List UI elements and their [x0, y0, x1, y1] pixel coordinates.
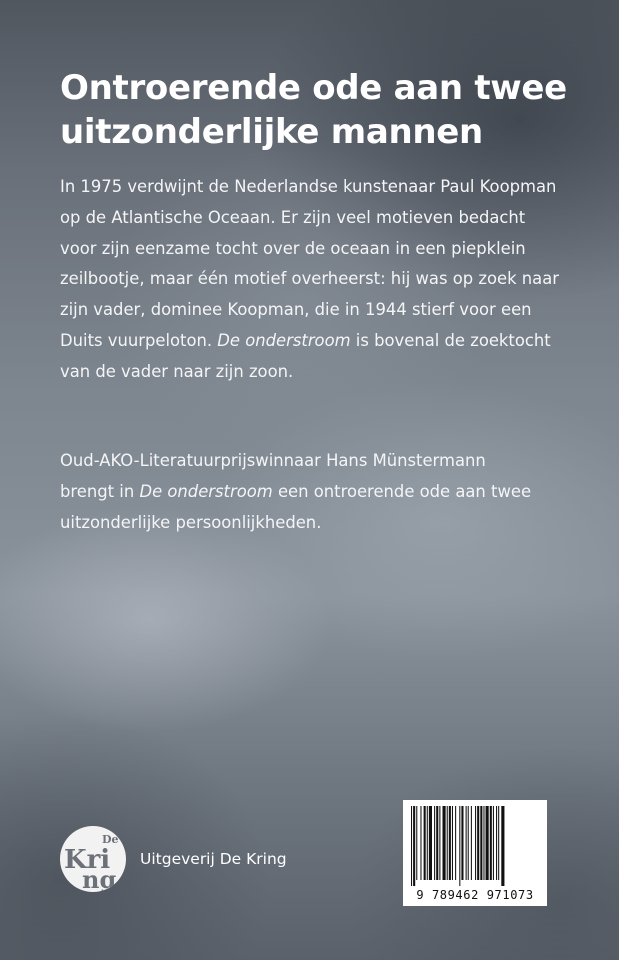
barcode-bar	[420, 806, 421, 880]
headline-line-1: Ontroerende ode aan twee	[60, 68, 567, 108]
barcode-bar	[434, 806, 435, 880]
blurb-text: Duits vuurpeloton.	[60, 330, 218, 350]
blurb-line: voor zijn eenzame tocht over de oceaan in een piepklein	[60, 238, 526, 258]
barcode-bar	[461, 806, 463, 880]
blurb-line: In 1975 verdwijnt de Nederlandse kunstenaar Paul Koopman	[60, 177, 557, 196]
logo-text-de: De	[102, 833, 119, 846]
barcode-bar	[436, 806, 438, 880]
barcode-bar	[427, 806, 428, 880]
barcode-bar	[471, 806, 472, 880]
blurb-line: uitzonderlijke persoonlijkheden.	[60, 512, 322, 532]
barcode-bar	[496, 806, 497, 880]
headline-line-2: uitzonderlijke mannen	[60, 112, 483, 152]
publisher-logo-graphic	[60, 826, 126, 892]
barcode-bar	[443, 806, 446, 880]
isbn-barcode	[403, 800, 547, 906]
barcode-bar	[447, 806, 448, 880]
blurb-line: van de vader naar zijn zoon.	[60, 361, 294, 381]
book-title-italic: De onderstroom	[217, 330, 351, 350]
barcode-bar	[475, 806, 476, 880]
logo-text-kri: Kri	[64, 845, 111, 875]
blurb-line: zeilbootje, maar één motief overheerst: hij was op zoek naar	[60, 269, 559, 289]
blurb-text: een ontroerende ode aan twee	[272, 481, 532, 501]
barcode-bar	[468, 806, 469, 880]
barcode-bar	[416, 806, 417, 880]
blurb-line	[60, 326, 580, 357]
barcode-bar	[466, 806, 467, 880]
barcode-bar	[449, 806, 451, 880]
headline	[60, 66, 580, 154]
barcode-bar	[477, 806, 479, 880]
barcode-bar	[452, 806, 453, 880]
blurb-paragraph-2	[60, 446, 580, 538]
isbn-number: 9 789462 971073	[416, 888, 534, 902]
blurb-line: op de Atlantische Oceaan. Er zijn veel motieven bedacht	[60, 207, 526, 227]
barcode-bar	[411, 806, 412, 886]
publisher-block	[60, 826, 287, 892]
barcode-bar	[483, 806, 484, 880]
blurb-text: brengt in	[60, 481, 140, 501]
book-title-italic: De onderstroom	[139, 481, 273, 501]
blurb-line: zijn vader, dominee Koopman, die in 1944 stierf voor een	[60, 300, 532, 320]
barcode-bar	[439, 806, 440, 880]
publisher-logo	[60, 826, 126, 892]
barcode-bar	[424, 806, 426, 880]
barcode-bar	[455, 806, 456, 880]
barcode-bar	[490, 806, 492, 880]
blurb-text: is bovenal de zoektocht	[350, 330, 551, 350]
barcode-bar	[486, 806, 489, 880]
blurb-paragraph-1	[60, 172, 580, 388]
barcode-bar	[480, 806, 482, 880]
barcode-bar	[413, 806, 415, 886]
publisher-name: Uitgeverij De Kring	[140, 850, 287, 868]
blurb-line: Oud-AKO-Literatuurprijswinnaar Hans Münstermann	[60, 451, 486, 470]
barcode-bars	[411, 806, 539, 886]
barcode-bar	[501, 806, 504, 886]
barcode-bar	[498, 806, 499, 880]
barcode-bar	[459, 806, 460, 886]
barcode-bar	[493, 806, 494, 880]
barcode-bar	[429, 806, 432, 880]
blurb-line	[60, 477, 580, 508]
logo-text-ng: ng	[82, 865, 117, 892]
